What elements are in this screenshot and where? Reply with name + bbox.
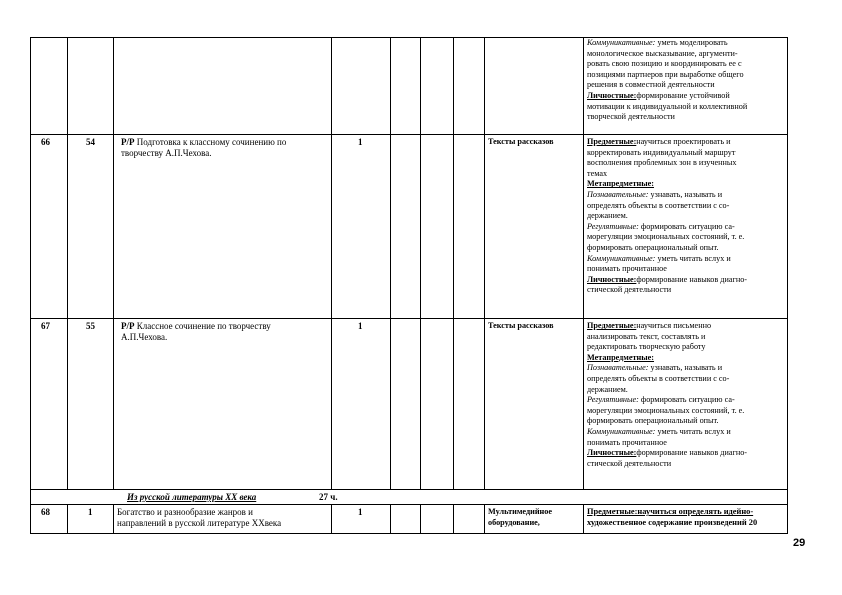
table-border-left	[30, 37, 31, 534]
results-line	[587, 353, 747, 364]
results-line-1: Предметные:научиться определять идейно-	[587, 507, 754, 516]
results-text: определять объекты в соответствии с со-	[587, 373, 730, 383]
col-divider-2a	[113, 37, 114, 489]
rp-label: Р/Р	[121, 137, 135, 147]
results-text: формирование устойчивой	[636, 90, 730, 100]
topic-text-1: Богатство и разнообразие жанров и	[117, 507, 253, 517]
equipment-line-1: Мультимедийное	[488, 507, 552, 516]
results-label: Регулятивные:	[587, 221, 639, 231]
results-line	[587, 102, 747, 113]
results-text: стической деятельности	[587, 285, 672, 295]
topic-text-2: направлений в русской литературе XXвека	[117, 518, 282, 528]
col-divider-8a	[583, 37, 584, 489]
equipment-text: Тексты рассказов	[488, 137, 554, 146]
col-divider-1a	[67, 37, 68, 489]
lesson-number: 67	[41, 321, 50, 331]
results-label: Познавательные:	[587, 363, 649, 373]
results-line	[587, 332, 747, 343]
results-line	[587, 222, 747, 233]
results-text: научиться проектировать и	[636, 137, 731, 146]
results-text: редактировать творческую работу	[587, 342, 706, 352]
lesson-sub-number: 1	[88, 507, 93, 517]
results-text: узнавать, называть и	[648, 363, 723, 373]
results-text: формировать ситуацию са-	[638, 395, 735, 405]
topic-text-1: Классное сочинение по творчеству	[134, 321, 271, 331]
results-line	[587, 321, 747, 332]
results-line	[587, 243, 747, 254]
results-text: держанием.	[587, 384, 628, 394]
results-text: восполнения проблемных зон в изученных	[587, 158, 737, 168]
results-line	[587, 201, 747, 212]
col-divider-3a	[331, 37, 332, 489]
results-line	[587, 438, 747, 449]
topic-text-2: творчеству А.П.Чехова.	[121, 148, 212, 158]
results-text: формировать операциональный опыт.	[587, 416, 719, 426]
results-line-2: художественное содержание произведений 20	[587, 517, 758, 527]
results-text: понимать прочитанное	[587, 264, 667, 274]
lesson-sub-number: 55	[86, 321, 95, 331]
lesson-sub-number: 54	[86, 137, 95, 147]
col-divider-4b	[390, 504, 391, 534]
results-line	[587, 264, 747, 275]
results-line	[587, 70, 747, 81]
results-line	[587, 275, 747, 286]
results-text: формировать операциональный опыт.	[587, 242, 719, 252]
results-text: морегуляции эмоциональных состояний, т. е.	[587, 405, 745, 415]
lesson-topic	[121, 321, 271, 343]
row-divider-68	[30, 504, 788, 505]
results-text: уметь читать вслух и	[655, 426, 731, 436]
results-label: Личностные:	[587, 448, 637, 458]
col-divider-8b	[583, 504, 584, 534]
results-text: формировать ситуацию са-	[638, 221, 735, 231]
col-divider-6a	[453, 37, 454, 489]
lesson-hours: 1	[358, 507, 363, 517]
results-cell	[587, 137, 747, 296]
table-border-bottom	[30, 533, 788, 534]
equipment-line-2: оборудование,	[488, 517, 540, 527]
col-divider-2b	[113, 504, 114, 534]
results-line	[587, 112, 747, 123]
results-line	[587, 363, 747, 374]
results-line	[587, 137, 747, 148]
results-line	[587, 148, 747, 159]
results-line	[587, 395, 747, 406]
results-line	[587, 342, 747, 353]
results-text: морегуляции эмоциональных состояний, т. е.	[587, 232, 745, 242]
results-text: корректировать индивидуальный маршрут	[587, 147, 736, 157]
results-line	[587, 448, 747, 459]
results-text: ровать свою позицию и координировать ее с	[587, 59, 742, 69]
results-text: монологическое высказывание, аргументи-	[587, 48, 738, 58]
page-number: 29	[793, 537, 806, 549]
results-text	[587, 507, 757, 528]
row-divider-section	[30, 489, 788, 490]
lesson-number: 66	[41, 137, 50, 147]
results-label: Регулятивные:	[587, 395, 639, 405]
results-text: научиться письменно	[636, 321, 712, 330]
results-text: уметь читать вслух и	[655, 253, 731, 263]
lesson-number: 68	[41, 507, 50, 517]
results-line	[587, 38, 747, 49]
results-line	[587, 285, 747, 296]
results-text: стической деятельности	[587, 458, 672, 468]
results-line	[587, 49, 747, 60]
results-label: Метапредметные:	[587, 179, 655, 189]
results-line	[587, 91, 747, 102]
results-label: Познавательные:	[587, 189, 649, 199]
results-line	[587, 80, 747, 91]
results-cell-continued	[587, 38, 747, 123]
col-divider-3b	[331, 504, 332, 534]
col-divider-4a	[390, 37, 391, 489]
col-divider-7a	[484, 37, 485, 489]
col-divider-6b	[453, 504, 454, 534]
topic-text-2: А.П.Чехова.	[121, 332, 168, 342]
results-line	[587, 232, 747, 243]
results-line	[587, 385, 747, 396]
results-text: узнавать, называть и	[648, 189, 723, 199]
results-text: решения в совместной деятельности	[587, 80, 715, 90]
results-cell	[587, 321, 747, 469]
results-text: формирование навыков диагно-	[636, 274, 748, 284]
results-line	[587, 459, 747, 470]
table-border-right	[787, 37, 788, 534]
row-divider-66	[30, 134, 788, 135]
row-divider-67	[30, 318, 788, 319]
results-text: формирование навыков диагно-	[636, 448, 748, 458]
results-text: держанием.	[587, 211, 628, 221]
results-text: определять объекты в соответствии с со-	[587, 200, 730, 210]
col-divider-7b	[484, 504, 485, 534]
results-text: творческой деятельности	[587, 112, 675, 122]
section-title: Из русской литературы XX века	[127, 492, 257, 502]
results-label: Коммуникативные:	[587, 426, 656, 436]
results-line	[587, 254, 747, 265]
results-label: Предметные:	[587, 137, 637, 146]
results-text: анализировать текст, составлять и	[587, 331, 706, 341]
col-divider-1b	[67, 504, 68, 534]
results-label: Метапредметные:	[587, 352, 655, 362]
results-label: Личностные:	[587, 274, 637, 284]
results-label: Предметные:	[587, 321, 637, 330]
topic-text-1: Подготовка к классному сочинению по	[134, 137, 287, 147]
equipment-text	[488, 507, 552, 528]
col-divider-5a	[420, 37, 421, 489]
results-label: Личностные:	[587, 90, 637, 100]
equipment-text: Тексты рассказов	[488, 321, 554, 330]
results-label: Коммуникативные:	[587, 253, 656, 263]
lesson-hours: 1	[358, 137, 363, 147]
lesson-hours: 1	[358, 321, 363, 331]
results-line	[587, 158, 747, 169]
results-line	[587, 59, 747, 70]
col-divider-5b	[420, 504, 421, 534]
section-hours: 27 ч.	[319, 492, 338, 502]
results-text: темах	[587, 168, 608, 178]
results-line	[587, 406, 747, 417]
results-line	[587, 179, 747, 190]
results-label: Коммуникативные:	[587, 38, 656, 47]
results-line	[587, 427, 747, 438]
results-line	[587, 190, 747, 201]
results-text: уметь моделировать	[655, 38, 728, 47]
results-text: понимать прочитанное	[587, 437, 667, 447]
results-line	[587, 169, 747, 180]
results-line	[587, 374, 747, 385]
lesson-topic	[117, 507, 281, 529]
lesson-topic	[121, 137, 286, 159]
results-line	[587, 416, 747, 427]
results-text: позициями партнеров при выработке общего	[587, 69, 744, 79]
results-line	[587, 211, 747, 222]
rp-label: Р/Р	[121, 321, 135, 331]
results-text: мотивации к индивидуальной и коллективной	[587, 101, 748, 111]
